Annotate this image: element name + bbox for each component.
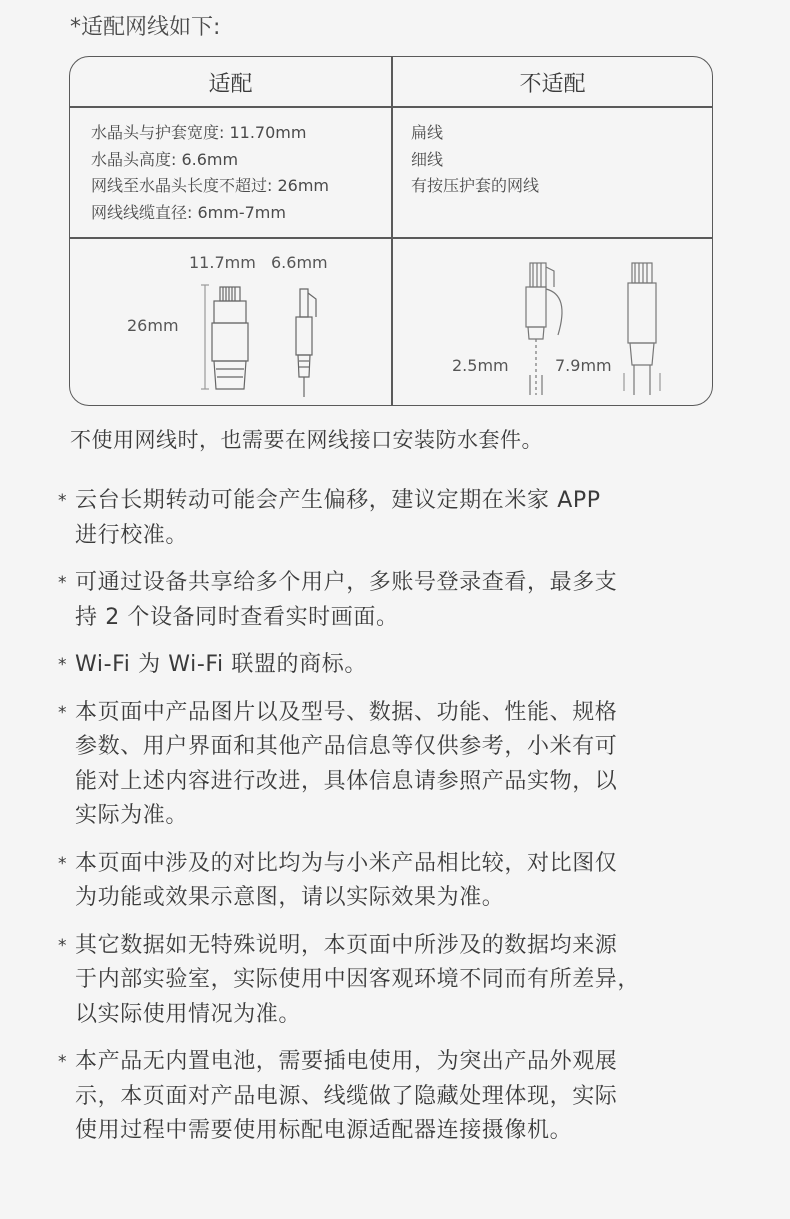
fit-spec-item: 水晶头与护套宽度: 11.70mm	[91, 123, 307, 142]
disclaimer-line: 使用过程中需要使用标配电源适配器连接摄像机。	[75, 1118, 573, 1143]
asterisk: *	[58, 655, 68, 675]
unfit-type-item: 扁线	[411, 123, 444, 142]
disclaimer-line: 于内部实验室，实际使用中因客观环境不同而有所差异，	[75, 967, 641, 992]
disclaimer-line: 本页面中产品图片以及型号、数据、功能、性能、规格	[75, 699, 618, 725]
dim-length-label: 26mm	[127, 316, 179, 335]
disclaimer-line: 参数、用户界面和其他产品信息等仅供参考，小米有可	[75, 734, 618, 759]
table-divider-row	[70, 237, 712, 239]
disclaimer-line: 云台长期转动可能会产生偏移，建议定期在米家 APP	[75, 488, 601, 513]
fit-connector-drawing	[190, 277, 330, 397]
asterisk: *	[58, 573, 68, 593]
disclaimer-line: 本页面中涉及的对比均为与小米产品相比较，对比图仅	[75, 850, 618, 876]
fit-specs-list	[91, 120, 329, 226]
asterisk: *	[58, 491, 68, 511]
disclaimer-line: 本产品无内置电池，需要插电使用，为突出产品外观展	[75, 1049, 618, 1074]
disclaimer-line: 可通过设备共享给多个用户，多账号登录查看，最多支	[75, 570, 618, 595]
asterisk: *	[58, 853, 68, 874]
table-divider-vertical	[391, 57, 393, 405]
dim-height-label: 6.6mm	[271, 253, 328, 272]
disclaimer-item	[58, 696, 718, 834]
unfit-type-item: 有按压护套的网线	[411, 176, 540, 195]
disclaimer-list	[58, 484, 718, 1162]
disclaimer-item	[58, 929, 718, 1033]
disclaimer-line: 进行校准。	[75, 522, 189, 548]
section-title: *适配网线如下:	[70, 15, 221, 40]
disclaimer-line: Wi-Fi 为 Wi-Fi 联盟的商标。	[75, 652, 367, 677]
disclaimer-line: 能对上述内容进行改进，具体信息请参照产品实物，以	[75, 768, 618, 794]
disclaimer-item	[58, 847, 718, 916]
unfit-types-list	[411, 120, 539, 200]
disclaimer-line: 为功能或效果示意图，请以实际效果为准。	[75, 885, 505, 910]
unfit-type-item: 细线	[411, 149, 444, 169]
asterisk: *	[58, 1052, 68, 1072]
disclaimer-line: 示，本页面对产品电源、线缆做了隐藏处理体现，实际	[75, 1083, 618, 1109]
asterisk: *	[58, 702, 68, 723]
disclaimer-line: 其它数据如无特殊说明，本页面中所涉及的数据均来源	[75, 932, 618, 958]
header-fit: 适配	[208, 72, 253, 97]
disclaimer-line: 实际为准。	[75, 803, 189, 828]
disclaimer-item	[58, 566, 718, 635]
table-divider-header	[70, 106, 712, 108]
disclaimer-line: 以实际使用情况为准。	[75, 1001, 302, 1027]
unfit-cable-drawing	[500, 255, 690, 395]
fit-spec-item: 网线线缆直径: 6mm-7mm	[91, 202, 286, 222]
dim-thin-label: 7.9mm	[555, 356, 612, 375]
asterisk: *	[58, 935, 68, 956]
disclaimer-item	[58, 648, 718, 683]
fit-spec-item: 水晶头高度: 6.6mm	[91, 149, 239, 169]
disclaimer-item	[58, 1045, 718, 1149]
header-unfit: 不适配	[519, 72, 586, 97]
dim-width-label: 11.7mm	[189, 253, 256, 272]
fit-spec-item: 网线至水晶头长度不超过: 26mm	[91, 176, 330, 195]
waterproof-note: 不使用网线时，也需要在网线接口安装防水套件。	[70, 428, 543, 452]
disclaimer-line: 持 2 个设备同时查看实时画面。	[75, 604, 399, 630]
dim-flat-label: 2.5mm	[452, 356, 509, 375]
disclaimer-item	[58, 484, 718, 553]
cable-compat-table	[69, 56, 713, 406]
